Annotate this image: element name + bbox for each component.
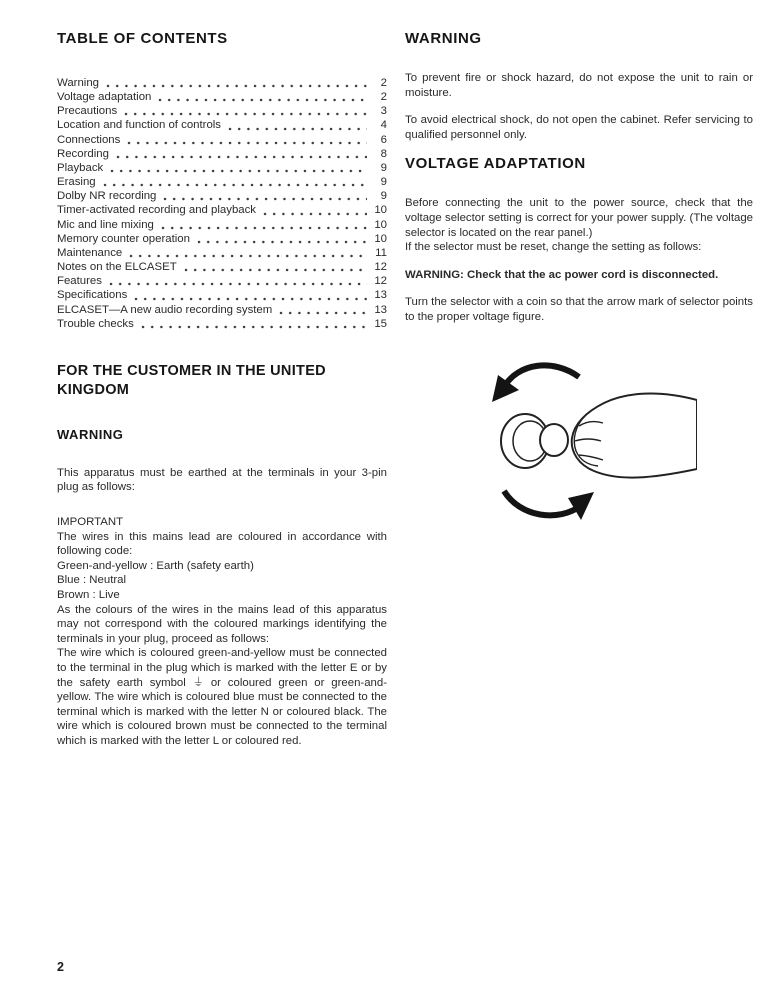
- toc-leader-dots: [263, 212, 367, 216]
- toc-row: [57, 133, 387, 147]
- voltage-adaptation-heading: VOLTAGE ADAPTATION: [405, 155, 586, 173]
- toc-item-page: 9: [380, 176, 387, 189]
- voltage-para-turn: Turn the selector with a coin so that the arrow mark of selector points to the proper voltage figure.: [405, 296, 753, 323]
- toc-item-title: Maintenance: [57, 246, 123, 259]
- uk-section-heading: FOR THE CUSTOMER IN THE UNITED KINGDOM: [57, 362, 326, 398]
- toc-item-title: Dolby NR recording: [57, 190, 157, 203]
- uk-para-colours: As the colours of the wires in the mains lead of this apparatus may not correspond with the coloured markings identifying the terminals in your plug, proceed as follows:: [57, 603, 387, 645]
- toc-item-page: 13: [374, 289, 387, 302]
- voltage-warning-bold: WARNING: Check that the ac power cord is disconnected.: [405, 268, 719, 281]
- toc-item-title: Precautions: [57, 105, 118, 118]
- toc-item-page: 15: [374, 317, 387, 330]
- toc-item-page: 4: [380, 119, 387, 132]
- toc-item-page: 12: [374, 261, 387, 274]
- toc-leader-dots: [163, 197, 367, 201]
- toc-leader-dots: [109, 282, 367, 286]
- colour-code-line: Brown : Live: [57, 588, 120, 601]
- toc-row: [57, 118, 387, 132]
- toc-leader-dots: [110, 169, 367, 173]
- toc-leader-dots: [158, 98, 367, 102]
- toc-leader-dots: [106, 84, 367, 88]
- voltage-selector-illustration: [487, 350, 697, 535]
- coin: [540, 424, 568, 456]
- toc-row: [57, 317, 387, 331]
- toc-item-title: Recording: [57, 147, 109, 160]
- colour-code-list: [57, 559, 387, 603]
- toc-item-page: 13: [374, 303, 387, 316]
- toc-item-title: Warning: [57, 77, 99, 89]
- toc-row: [57, 274, 387, 288]
- toc-item-page: 2: [380, 77, 387, 89]
- toc-item-title: Notes on the ELCASET: [57, 261, 177, 274]
- toc-item-title: Mic and line mixing: [57, 218, 154, 231]
- colour-code-line: Blue : Neutral: [57, 574, 127, 587]
- toc-leader-dots: [129, 254, 367, 258]
- toc-row: [57, 218, 387, 232]
- left-column: [57, 30, 387, 749]
- toc-row: [57, 90, 387, 104]
- toc-row: [57, 104, 387, 118]
- toc-row: [57, 288, 387, 302]
- toc-item-page: 9: [380, 161, 387, 174]
- toc-item-page: 10: [374, 218, 387, 231]
- toc-row: [57, 246, 387, 260]
- toc-item-page: 12: [374, 275, 387, 288]
- toc-leader-dots: [161, 226, 367, 230]
- toc-leader-dots: [127, 141, 367, 145]
- important-label: IMPORTANT: [57, 516, 124, 528]
- colour-code-line: Green-and-yellow : Earth (safety earth): [57, 559, 254, 572]
- rotation-arrow-top: [492, 365, 579, 402]
- toc-item-page: 9: [380, 190, 387, 203]
- toc-leader-dots: [134, 297, 367, 301]
- toc-item-page: 3: [380, 105, 387, 118]
- toc-item-title: Playback: [57, 161, 104, 174]
- toc-row: [57, 260, 387, 274]
- toc-item-title: Voltage adaptation: [57, 91, 152, 104]
- toc-leader-dots: [184, 268, 367, 272]
- toc-item-title: Timer-activated recording and playback: [57, 204, 257, 217]
- toc-leader-dots: [103, 183, 367, 187]
- toc-item-title: Erasing: [57, 176, 96, 189]
- uk-para-wiring: The wire which is coloured green-and-yellow must be connected to the terminal in the plug which is marked with the letter E or by the safety earth symbol ⏚ or coloured green or green-and-yellow. The wire which is coloured blue must be connected to the terminal which is marked with the letter N or coloured black. The wire which is coloured brown must be connected to the terminal which is marked with the letter L or coloured red.: [57, 647, 387, 747]
- toc-item-title: Features: [57, 275, 102, 288]
- important-text: The wires in this mains lead are coloured in accordance with following code:: [57, 530, 387, 558]
- page-number: 2: [57, 960, 64, 974]
- warning-para-fire: To prevent fire or shock hazard, do not expose the unit to rain or moisture.: [405, 72, 753, 99]
- toc-item-title: Connections: [57, 133, 121, 146]
- toc-leader-dots: [124, 112, 367, 116]
- toc-list: [57, 76, 387, 331]
- toc-item-title: ELCASET—A new audio recording system: [57, 303, 273, 316]
- voltage-para-check: Before connecting the unit to the power source, check that the voltage selector setting is correct for your power supply. (The voltage selector is located on the rear panel.): [405, 197, 753, 239]
- toc-row: [57, 161, 387, 175]
- toc-item-title: Trouble checks: [57, 317, 134, 330]
- toc-leader-dots: [197, 240, 367, 244]
- toc-item-page: 11: [375, 246, 387, 259]
- toc-row: [57, 147, 387, 161]
- toc-heading: TABLE OF CONTENTS: [57, 30, 228, 47]
- toc-item-page: 10: [374, 232, 387, 245]
- toc-row: [57, 189, 387, 203]
- toc-leader-dots: [228, 127, 367, 131]
- toc-row: [57, 175, 387, 189]
- toc-item-page: 8: [380, 147, 387, 160]
- warning-heading: WARNING: [405, 30, 482, 47]
- toc-item-title: Specifications: [57, 289, 128, 302]
- uk-warning-heading: WARNING: [57, 426, 124, 442]
- right-column: [405, 30, 753, 535]
- toc-leader-dots: [116, 155, 367, 159]
- rotation-arrow-bottom: [504, 491, 594, 520]
- toc-row: [57, 76, 387, 90]
- toc-leader-dots: [279, 311, 367, 315]
- toc-item-title: Memory counter operation: [57, 232, 190, 245]
- hand: [572, 393, 697, 477]
- toc-item-page: 2: [380, 91, 387, 104]
- toc-row: [57, 203, 387, 217]
- toc-row: [57, 232, 387, 246]
- toc-item-page: 6: [380, 133, 387, 146]
- voltage-para-reset: If the selector must be reset, change the setting as follows:: [405, 241, 702, 254]
- uk-warning-intro: This apparatus must be earthed at the terminals in your 3-pin plug as follows:: [57, 466, 387, 494]
- toc-item-title: Location and function of controls: [57, 119, 222, 132]
- toc-row: [57, 303, 387, 317]
- toc-leader-dots: [141, 325, 367, 329]
- warning-para-shock: To avoid electrical shock, do not open the cabinet. Refer servicing to qualified personnel only.: [405, 114, 753, 141]
- toc-item-page: 10: [374, 204, 387, 217]
